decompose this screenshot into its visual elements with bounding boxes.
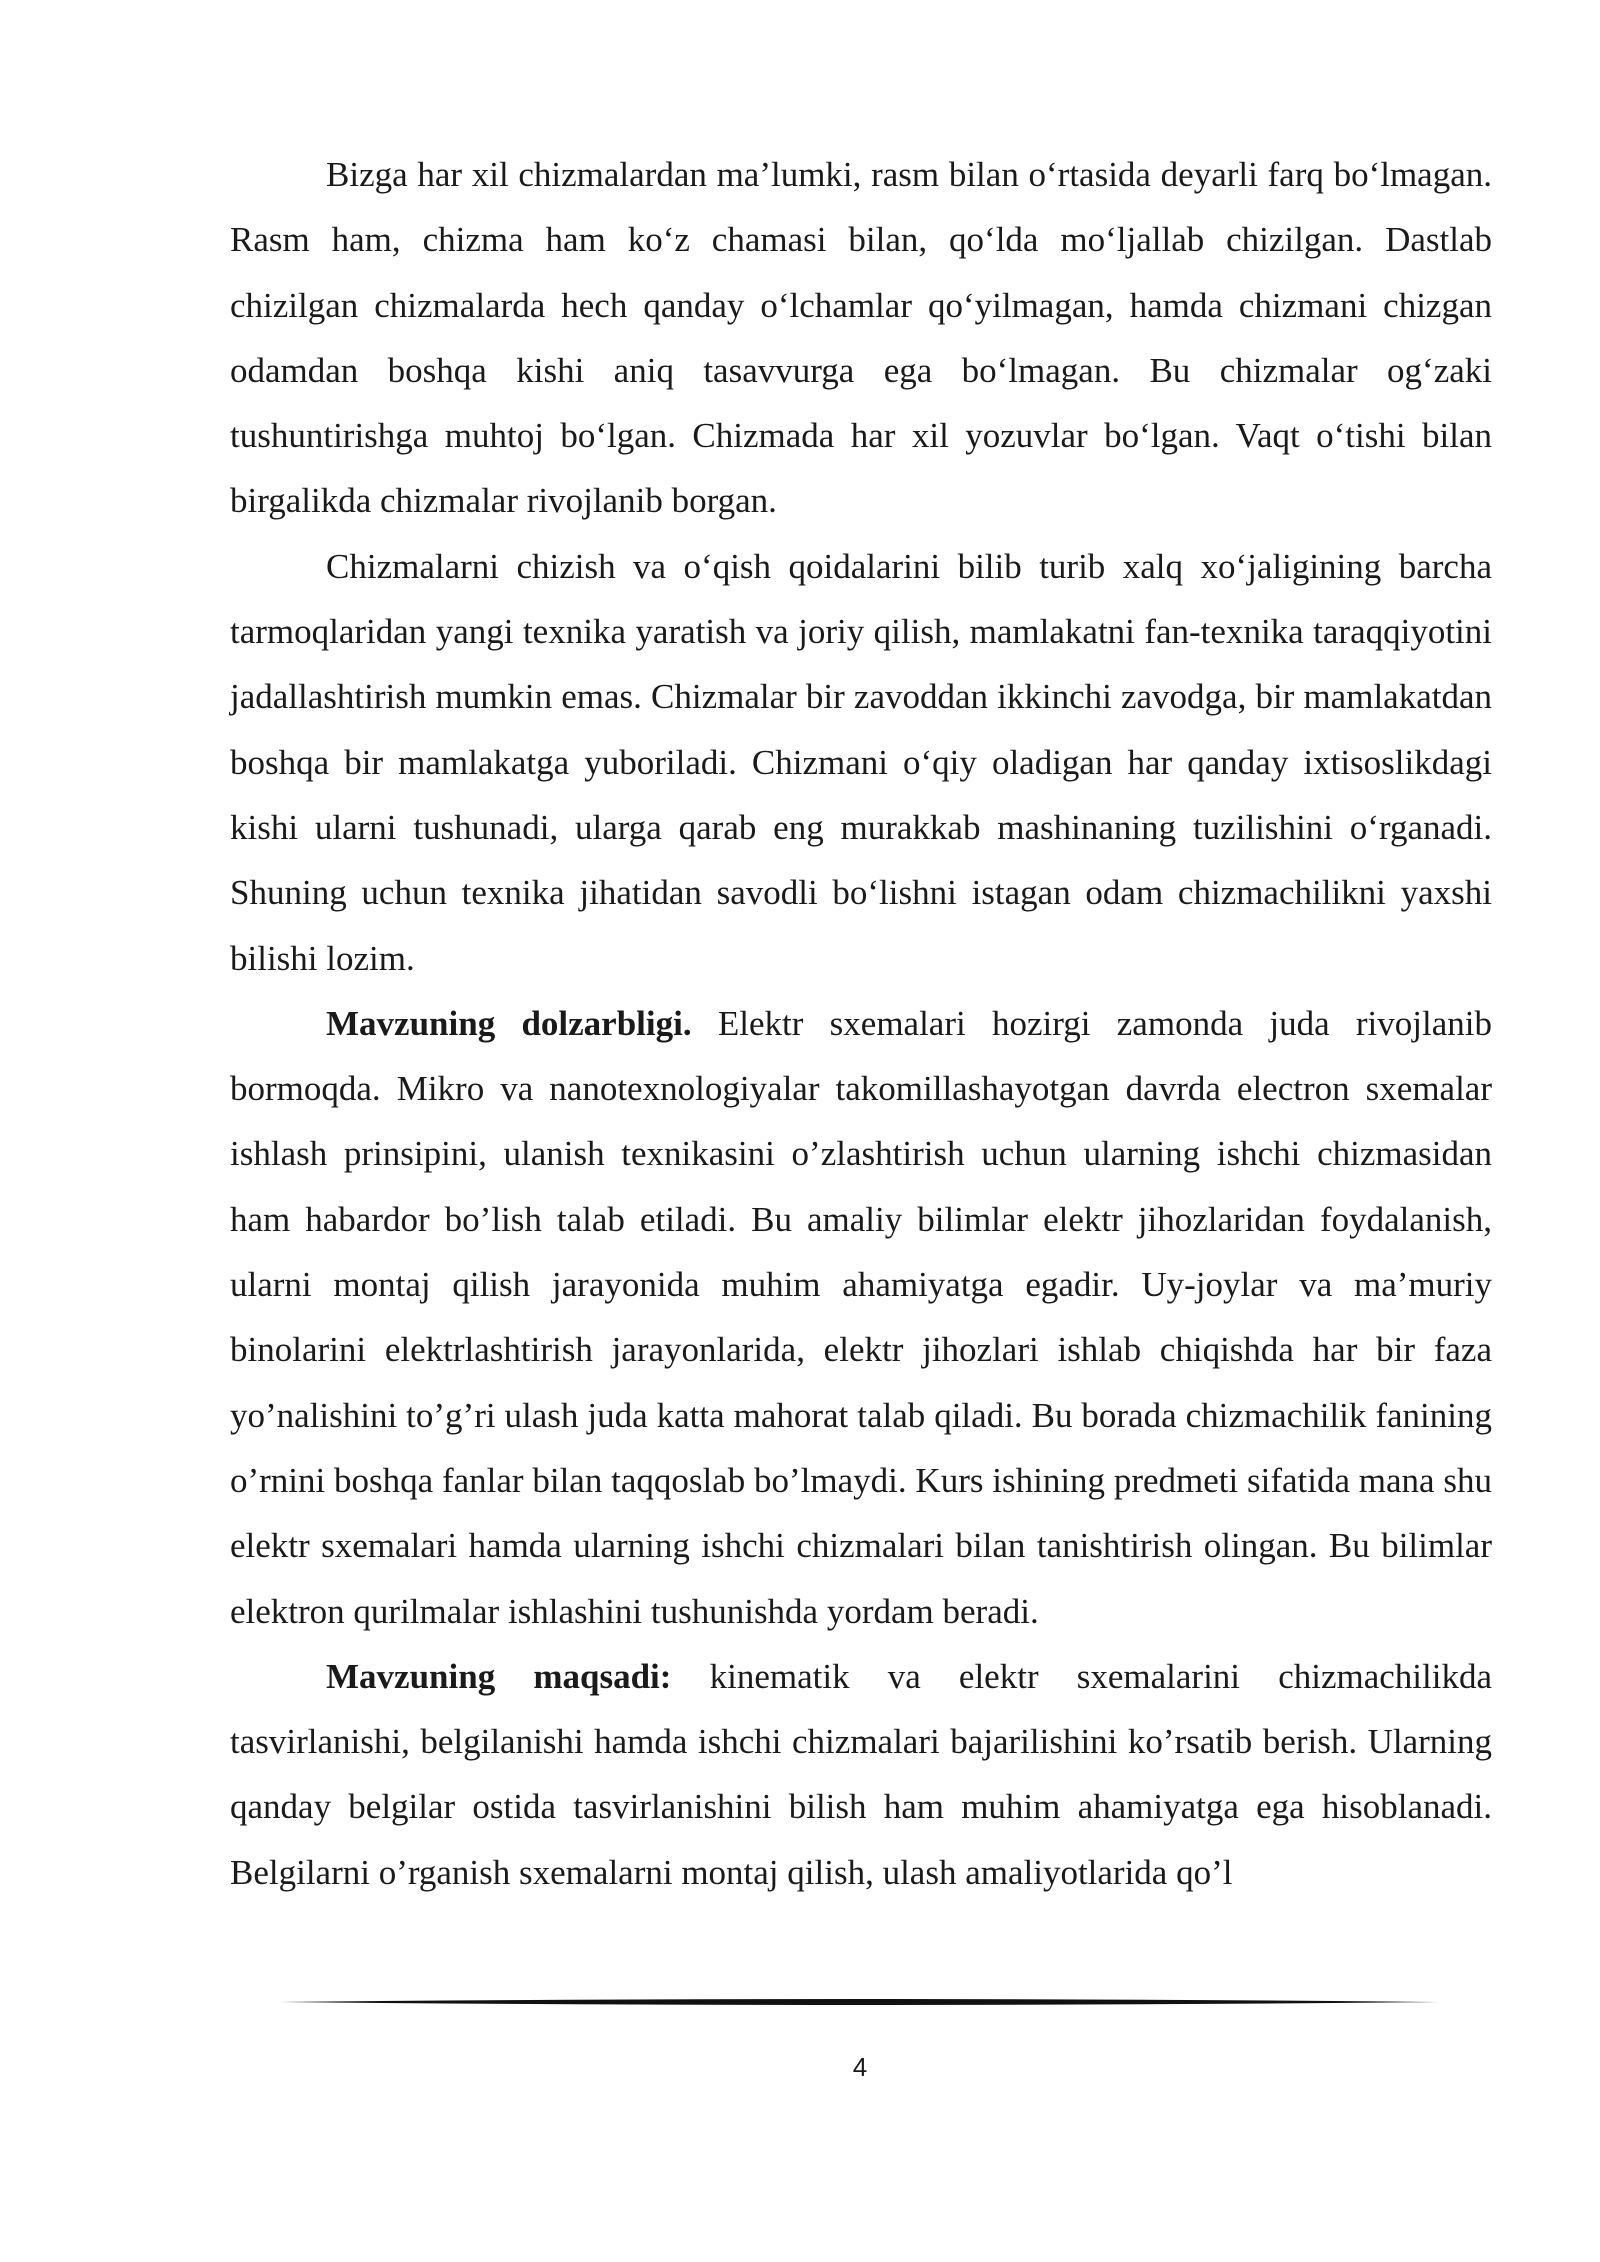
relevance-heading: Mavzuning dolzarbligi. [326,1003,692,1043]
goal-heading: Mavzuning maqsadi: [326,1656,672,1696]
relevance-text: Elektr sxemalari hozirgi zamonda juda rivojlanib bormoqda. Mikro va nanotexnologiyalar takomillashayotgan davrda electron sxemalar ishlash prinsipini, ulanish texnikasini o’zlashtirish uchun ularning ishchi chizmasidan ham habardor bo’lish talab etiladi. Bu amaliy bilimlar elektr jihozlaridan foydalanish, ularni montaj qilish jarayonida muhim ahamiyatga egadir. Uy-joylar va ma’muriy binolarini elektrlashtirish jarayonlarida, elektr jihozlari ishlab chiqishda har bir faza yo’nalishini to’g’ri ulash juda katta mahorat talab qiladi. Bu borada chizmachilik fanining o’rnini boshqa fanlar bilan taqqoslab bo’lmaydi. Kurs ishining predmeti sifatida mana shu elektr sxemalari hamda ularning ishchi chizmalari bilan tanishtirish olingan. Bu bilimlar elektron qurilmalar ishlashini tushunishda yordam beradi. [230,1003,1492,1631]
paragraph-relevance [230,991,1492,1644]
footer-divider [280,1995,1440,2009]
paragraph-drawing-rules-text: Chizmalarni chizish va o‘qish qoidalarini bilib turib xalq xo‘jaligining barcha tarmoqlaridan yangi texnika yaratish va joriy qilish, mamlakatni fan-texnika taraqqiyotini jadallashtirish mumkin emas. Chizmalar bir zavoddan ikkinchi zavodga, bir mamlakatdan boshqa bir mamlakatga yuboriladi. Chizmani o‘qiy oladigan har qanday ixtisoslikdagi kishi ularni tushunadi, ularga qarab eng murakkab mashinaning tuzilishini o‘rganadi. Shuning uchun texnika jihatidan savodli bo‘lishni istagan odam chizmachilikni yaxshi bilishi lozim. [230,546,1492,978]
goal-text: kinematik va elektr sxemalarini chizmachilikda tasvirlanishi, belgilanishi hamda ishchi chizmalari bajarilishini ko’rsatib berish. Ularning qanday belgilar ostida tasvirlanishini bilish ham muhim ahamiyatga ega hisoblanadi. Belgilarni o’rganish sxemalarni montaj qilish, ulash amaliyotlarida qo’l [230,1656,1492,1892]
paragraph-drawing-rules [230,534,1492,991]
paragraph-intro [230,142,1492,534]
paragraph-goal [230,1644,1492,1905]
paragraph-intro-text: Bizga har xil chizmalardan ma’lumki, rasm bilan o‘rtasida deyarli farq bo‘lmagan. Rasm ham, chizma ham ko‘z chamasi bilan, qo‘lda mo‘ljallab chizilgan. Dastlab chizilgan chizmalarda hech qanday o‘lchamlar qo‘yilmagan, hamda chizmani chizgan odamdan boshqa kishi aniq tasavvurga ega bo‘lmagan. Bu chizmalar og‘zaki tushuntirishga muhtoj bo‘lgan. Chizmada har xil yozuvlar bo‘lgan. Vaqt o‘tishi bilan birgalikda chizmalar rivojlanib borgan. [230,155,1492,521]
page-body [230,142,1492,1905]
page-number: 4 [852,2052,868,2082]
